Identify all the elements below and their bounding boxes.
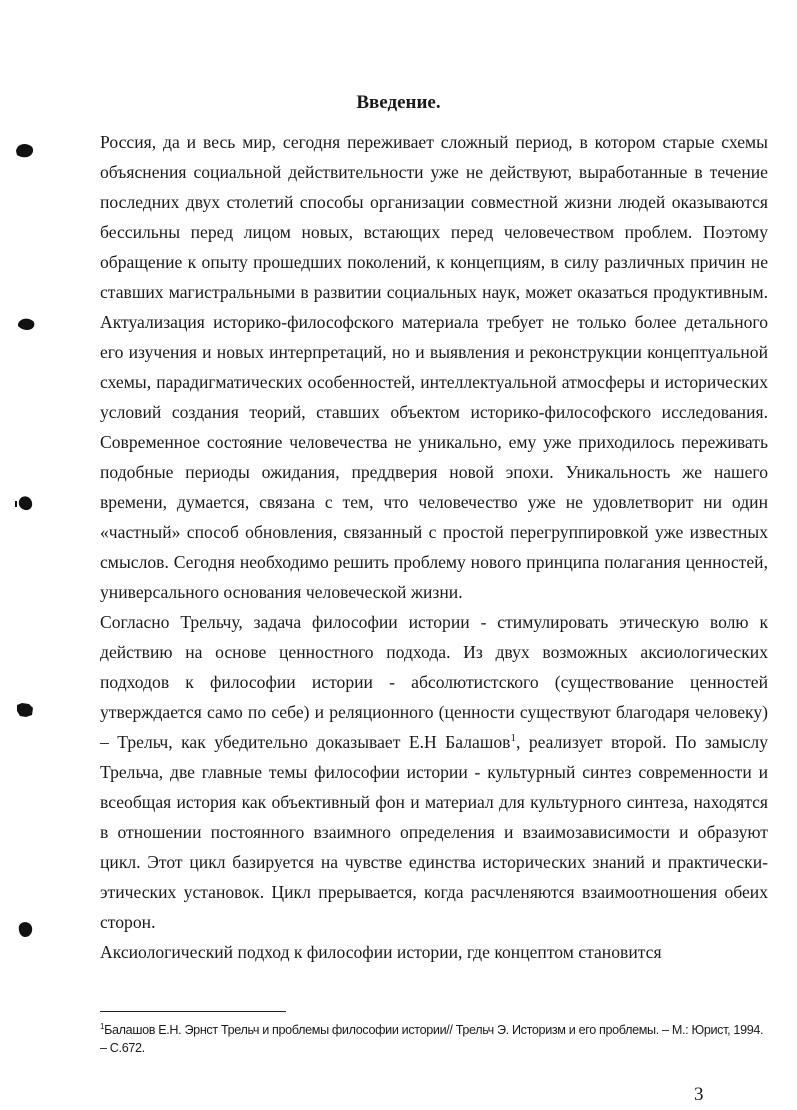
footnote-divider (100, 1011, 286, 1012)
scan-blot-4 (13, 699, 37, 721)
scan-blot-3 (13, 492, 37, 514)
paragraph-2-part-2: , реализует второй. По замыслу Трельча, две главные темы философии истории - культурный синтез современности и всеобщая история как объективный фон и материал для культурного синтеза, находятся в отношении постоянного взаимного определения и взаимозависимости и образуют цикл. Этот цикл базируется на чувстве единства исторических знаний и практически-этических установок. Цикл прерывается, когда расчленяются взаимоотношения обеих сторон. (100, 732, 769, 932)
scan-blot-2 (14, 314, 38, 334)
scan-blot-1 (12, 140, 36, 160)
footnote-marker: 1 (100, 1021, 105, 1031)
paragraph-1: Россия, да и весь мир, сегодня переживает сложный период, в котором старые схемы объяснения социальной действительности уже не действуют, выработанные в течение последних двух столетий способы организации совместной жизни людей оказываются бессильны перед лицом новых, встающих перед человечеством проблем. Поэтому обращение к опыту прошедших поколений, к концепциям, в силу различных причин не ставших магистральными в развитии социальных наук, может оказаться продуктивным. Актуализация историко-философского материала требует не только более детального его изучения и новых интерпретаций, но и выявления и реконструкции концептуальной схемы, парадигматических особенностей, интеллектуальной атмосферы и исторических условий создания теорий, ставших объектом историко-философского исследования. Современное состояние человечества не уникально, ему уже приходилось переживать подобные периоды ожидания, преддверия новой эпохи. Уникальность же нашего времени, думается, связана с тем, что человечество уже не удовлетворит ни один «частный» способ обновления, связанный с простой перегруппировкой уже известных смыслов. Сегодня необходимо решить проблему нового принципа полагания ценностей, универсального основания человеческой жизни. (100, 132, 768, 602)
paragraph-3: Аксиологический подход к философии истории, где концептом становится (100, 942, 662, 962)
footnote-reference: 1 (510, 732, 516, 745)
page-number: 3 (694, 1084, 704, 1105)
paragraph-2-part-1: Согласно Трельчу, задача философии истории - стимулировать этическую волю к действию на основе ценностного подхода. Из двух возможных аксиологических подходов к философии истории - абсолютистского (существование ценностей утверждается само по себе) и реляционного (ценности существуют благодаря человеку) – Трельч, как убедительно доказывает Е.Н Балашов (100, 612, 768, 752)
paragraph-2 (100, 607, 768, 937)
footnote (100, 1021, 768, 1057)
scan-blot-5 (14, 918, 36, 940)
footnote-text: Балашов Е.Н. Эрнст Трельч и проблемы философии истории// Трельч Э. Историзм и его проблемы. – М.: Юрист, 1994. – С.672. (100, 1023, 764, 1055)
body-text (100, 127, 768, 967)
document-title: Введение. (356, 92, 441, 113)
